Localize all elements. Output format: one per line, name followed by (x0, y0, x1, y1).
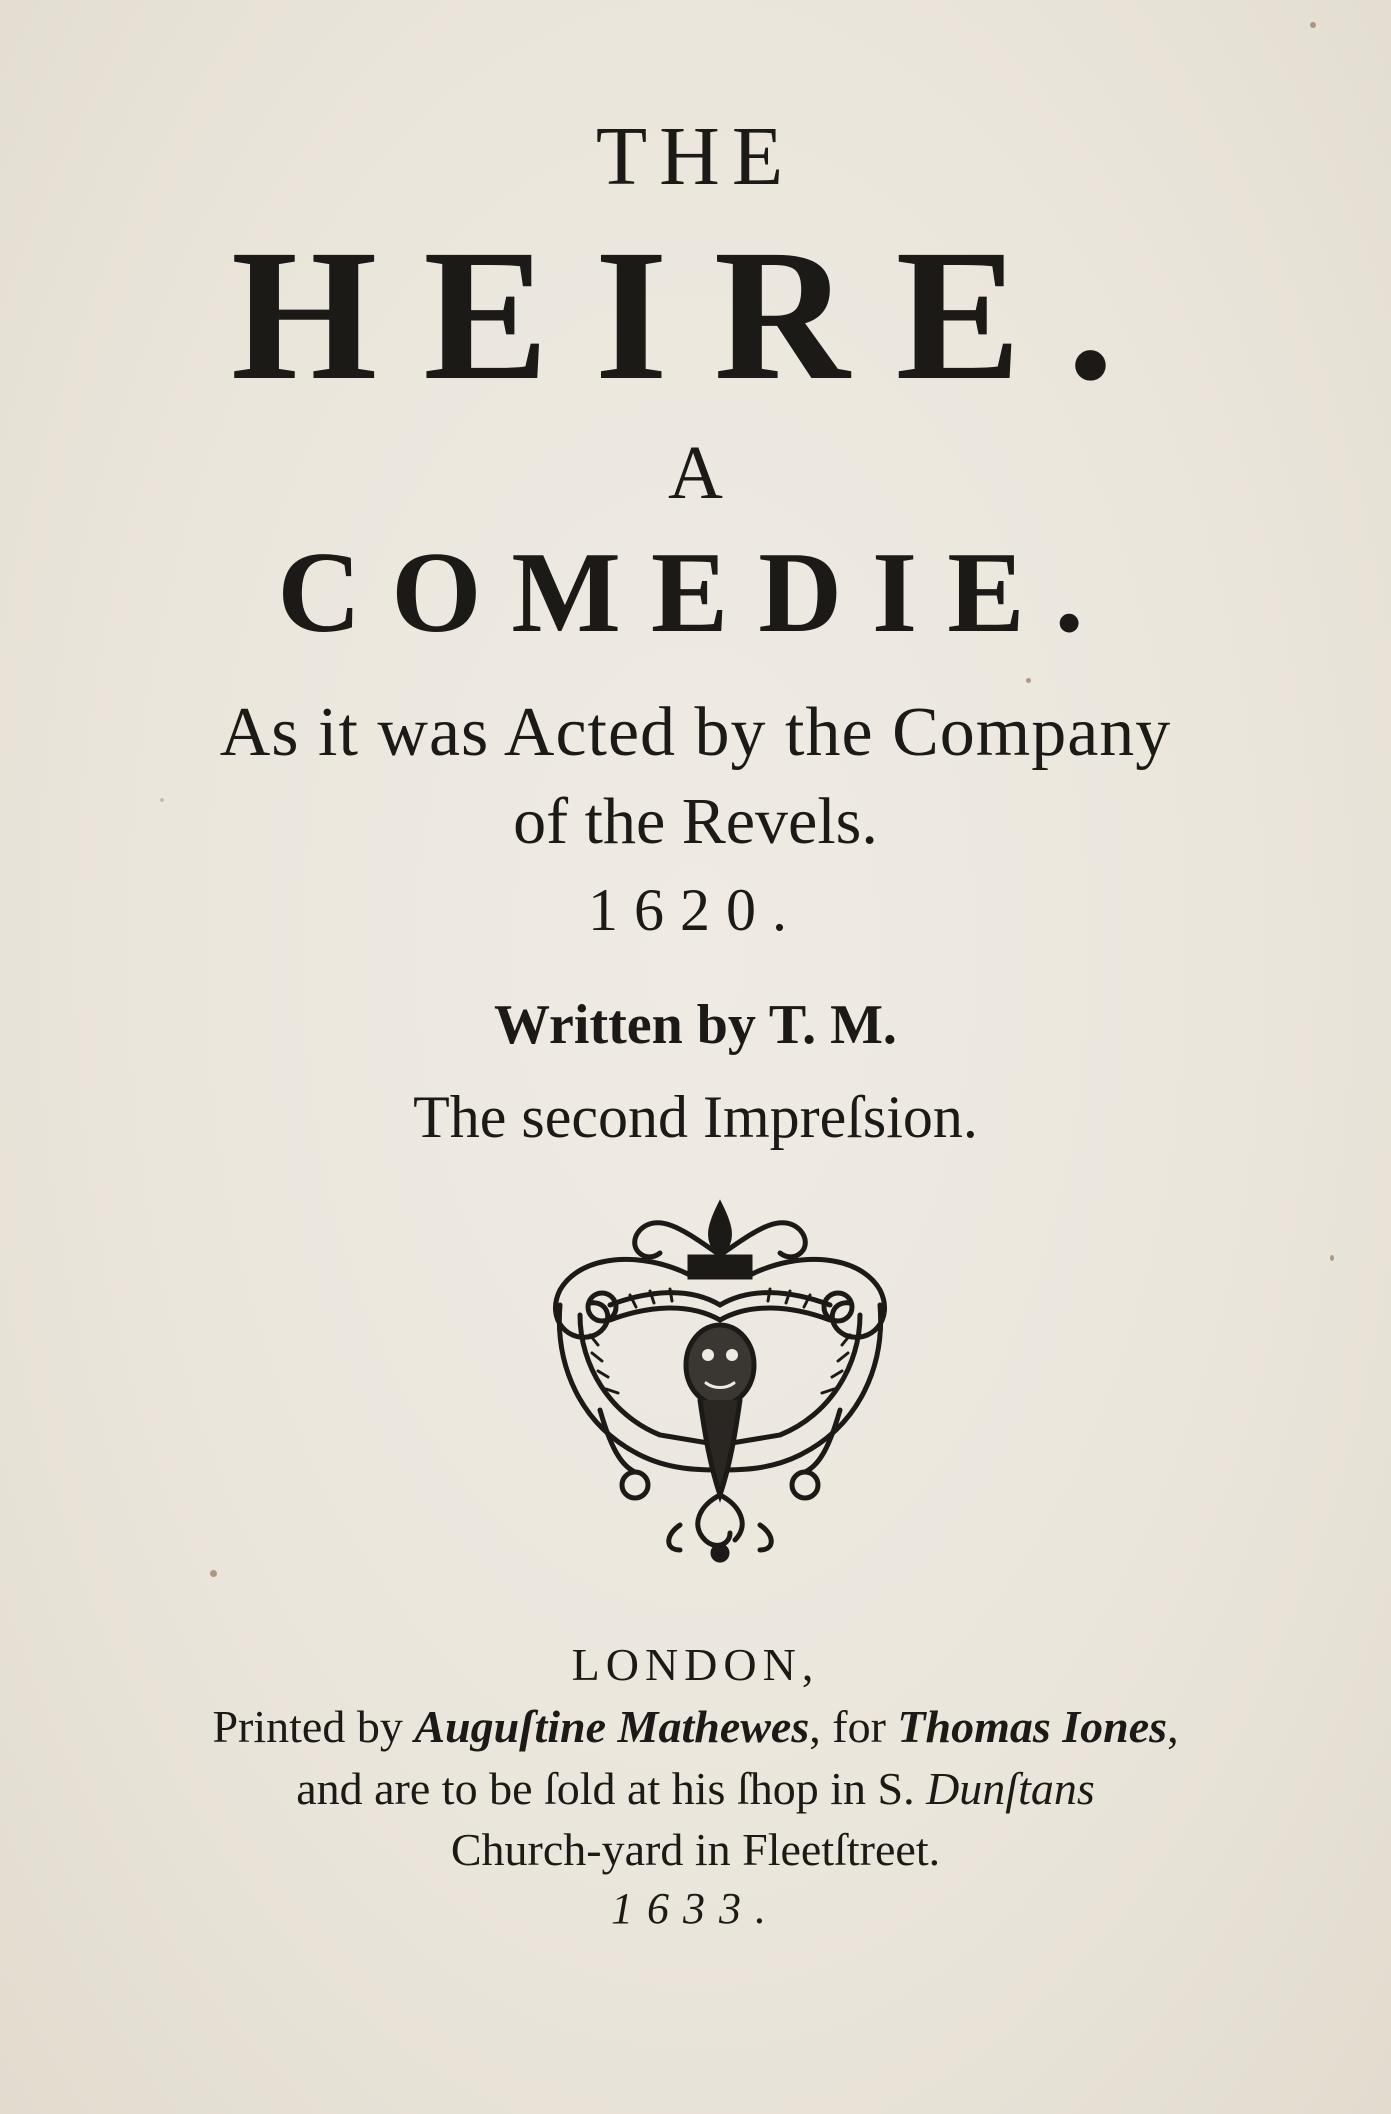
paper-speck (1310, 22, 1316, 28)
title-main: HEIRE. (231, 210, 1160, 419)
imprint-printed-line (0, 1700, 1391, 1753)
imprint-church-line: Church-yard in Fleetſtreet. (450, 1824, 941, 1875)
performance-year: 1620. (588, 877, 803, 943)
printed-suffix: , (1167, 1701, 1179, 1752)
printed-prefix: Printed by (212, 1701, 415, 1752)
bookseller-name: Thomas Iones (897, 1701, 1168, 1752)
author-line: Written by T. M. (494, 994, 897, 1056)
printers-ornament-icon (540, 1195, 900, 1565)
paper-speck (210, 1570, 217, 1577)
sold-prefix: and are to be ſold at his ſhop in S. (296, 1763, 927, 1814)
title-the: THE (595, 110, 796, 203)
subtitle-line-2: of the Revels. (513, 785, 878, 858)
paper-speck (1330, 1255, 1334, 1261)
title-article: A (668, 431, 723, 515)
printer-name: Auguſtine Mathewes (414, 1701, 810, 1752)
paper-speck (1026, 678, 1031, 683)
printed-middle: , for (809, 1701, 898, 1752)
sold-place: Dunſtans (926, 1763, 1095, 1814)
imprint-year: 1633. (611, 1884, 780, 1933)
imprint-sold-line (0, 1762, 1391, 1815)
edition-line: The second Impreſsion. (413, 1084, 978, 1150)
imprint-city: LONDON, (571, 1639, 820, 1690)
title-genre: COMEDIE. (277, 529, 1114, 657)
subtitle-line-1: As it was Acted by the Company (219, 694, 1172, 771)
